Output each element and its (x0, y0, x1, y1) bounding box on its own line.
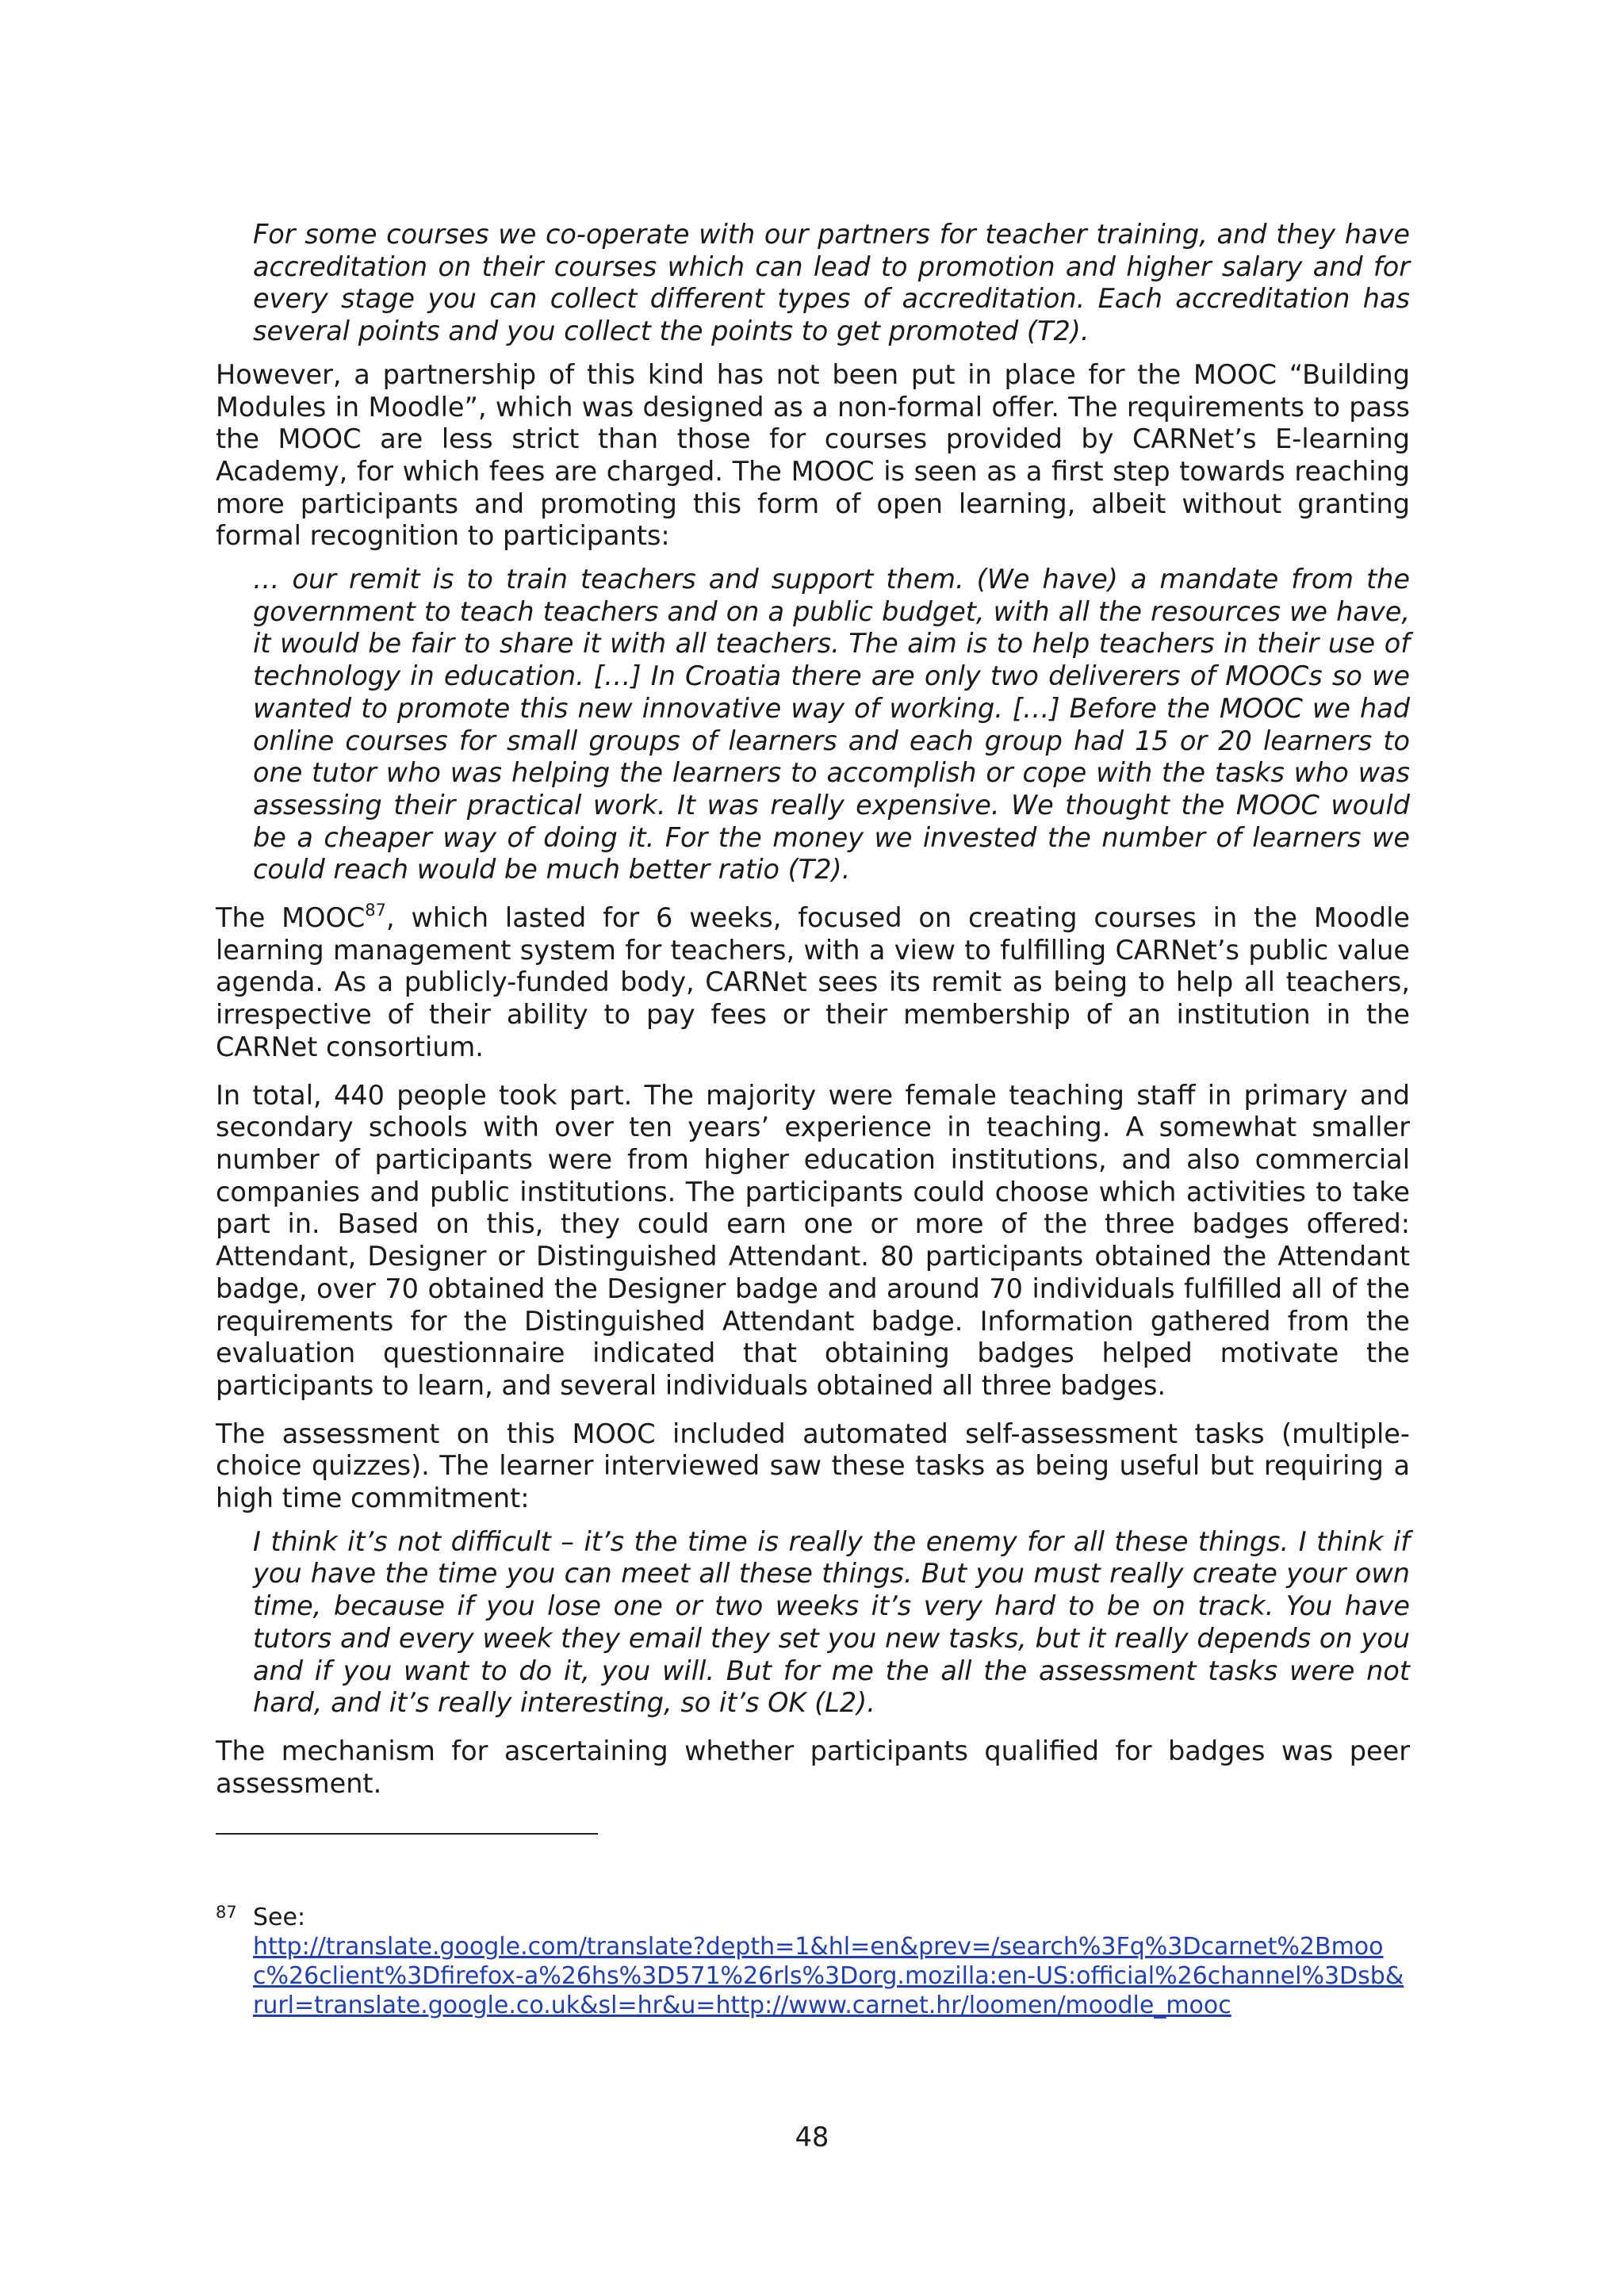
footnote-body (253, 1903, 1410, 2020)
page-number: 48 (795, 2122, 829, 2152)
page-body (216, 219, 1410, 1800)
paragraph-peer-assessment: The mechanism for ascertaining whether participants qualified for badges was peer assessment. (216, 1735, 1410, 1799)
quote-accreditation: For some courses we co-operate with our partners for teacher training, and they have accreditation on their courses which can lead to promotion and higher salary and for every stage you can collect different types of accreditation. Each accreditation has several points and you collect the points to get promoted (T2). (253, 219, 1410, 347)
quote-remit: … our remit is to train teachers and support them. (We have) a mandate from the government to teach teachers and on a public budget, with all the resources we have, it would be fair to share it with all teachers. The aim is to help teachers in their use of technology in education. […] In Croatia there are only two deliverers of MOOCs so we wanted to promote this new innovative way of working. […] Before the MOOC we had online courses for small groups of learners and each group had 15 or 20 learners to one tutor who was helping the learners to accomplish or cope with the tasks who was assessing their practical work. It was really expensive. We thought the MOOC would be a cheaper way of doing it. For the money we invested the number of learners we could reach would be much better ratio (T2). (253, 564, 1410, 886)
paragraph-participants: In total, 440 people took part. The majority were female teaching staff in primary and secondary schools with over ten years’ experience in teaching. A somewhat smaller number of participants were from higher education institutions, and also commercial companies and public institutions. The participants could choose which activities to take part in. Based on this, they could earn one or more of the three badges offered: Attendant, Designer or Distinguished Attendant. 80 participants obtained the Attendant badge, over 70 obtained the Designer badge and around 70 individuals fulfilled all of the requirements for the Distinguished Attendant badge. Information gathered from the evaluation questionnaire indicated that obtaining badges helped motivate the participants to learn, and several individuals obtained all three badges. (216, 1079, 1410, 1401)
footnote-link[interactable]: http://translate.google.com/translate?depth=1&hl=en&prev=/search%3Fq%3Dcarnet%2Bmooc%26client%3Dfirefox-a%26hs%3D571%26rls%3Dorg.mozilla:en-US:official%26channel%3Dsb&rurl=translate.google.co.uk&sl=hr&u=http://www.carnet.hr/loomen/moodle_mooc (253, 1933, 1404, 2019)
paragraph-partnership: However, a partnership of this kind has not been put in place for the MOOC “Building Modules in Moodle”, which was designed as a non-formal offer. The requirements to pass the MOOC are less strict than those for courses provided by CARNet’s E-learning Academy, for which fees are charged. The MOOC is seen as a first step towards reaching more participants and promoting this form of open learning, albeit without granting formal recognition to participants: (216, 358, 1410, 552)
mooc-text-start: The MOOC (216, 902, 366, 934)
footnote-label: See: (253, 1904, 306, 1931)
mooc-text-rest: , which lasted for 6 weeks, focused on creating courses in the Moodle learning management system for teachers, with a view to fulfilling CARNet’s public value agenda. As a publicly-funded body, CARNet sees its remit as being to help all teachers, irrespective of their ability to pay fees or their membership of an institution in the CARNet consortium. (216, 902, 1410, 1062)
footnote-number: 87 (216, 1903, 237, 1922)
paragraph-mooc-description (216, 902, 1410, 1064)
quote-learner: I think it’s not difficult – it’s the time is really the enemy for all these things. I think if you have the time you can meet all these things. But you must really create your own time, because if you lose one or two weeks it’s very hard to be on track. You have tutors and every week they email they set you new tasks, but it really depends on you and if you want to do it, you will. But for me the all the assessment tasks were not hard, and it’s really interesting, so it’s OK (L2). (253, 1525, 1410, 1719)
footnote-reference[interactable]: 87 (365, 901, 386, 920)
footnote (216, 1903, 1410, 2020)
paragraph-assessment: The assessment on this MOOC included automated self-assessment tasks (multiple-choice quizzes). The learner interviewed saw these tasks as being useful but requiring a high time commitment: (216, 1418, 1410, 1514)
footnote-separator (216, 1833, 598, 1835)
